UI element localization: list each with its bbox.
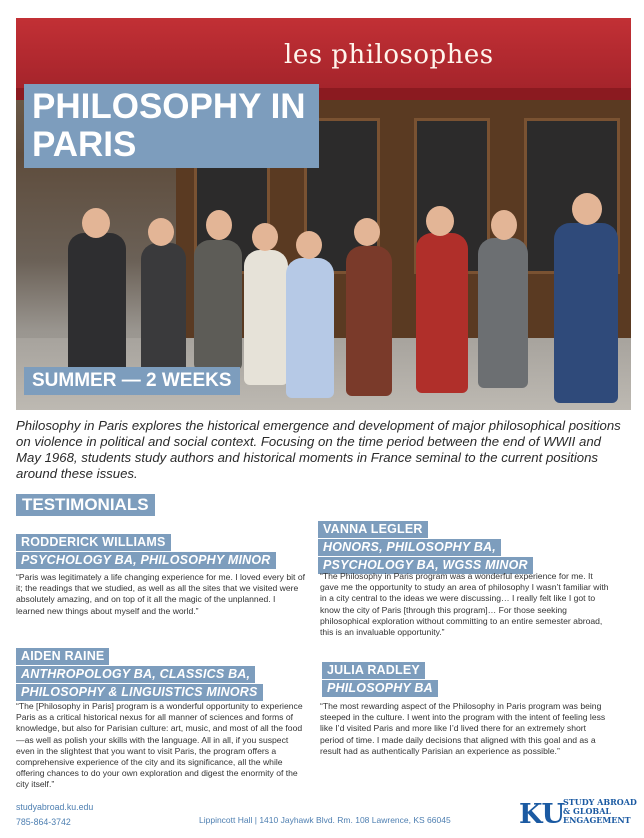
person: [478, 238, 528, 388]
logo-line: & GLOBAL: [563, 806, 612, 816]
testimonials-heading: TESTIMONIALS: [16, 494, 155, 516]
student-degree: PSYCHOLOGY BA, PHILOSOPHY MINOR: [16, 552, 276, 569]
testimonial-quote: “The most rewarding aspect of the Philosophy in Paris program was being steeped in the culture. I went into the program with the intent of feeling less like I’d visited Paris and more like I’d lived there for an extremely short period of time. I made daily decisions that aligned with this goal and as a result had as authentically Parisian an experience as possible.”: [320, 701, 606, 756]
program-description: Philosophy in Paris explores the historical emergence and development of major philosophical positions on violence in political and social context. Focusing on the time period between the end of WWII and May 1968, students study authors and historical moments in France seminal to the current positions around these issues.: [16, 418, 621, 481]
footer-address: Lippincott Hall | 1410 Jayhawk Blvd. Rm. 108 Lawrence, KS 66045: [199, 815, 451, 825]
program-duration: SUMMER — 2 WEEKS: [24, 367, 240, 395]
testimonial-header: [318, 520, 533, 574]
logo-line: STUDY ABROAD: [563, 797, 637, 807]
student-degree: HONORS, PHILOSOPHY BA,: [318, 539, 501, 556]
testimonial-quote: “Paris was legitimately a life changing experience for me. I loved every bit of it; the readings that we studied, as well as all the sites that we visited were absolutely amazing, and on top of it all the magic of the unplanned. I learned new things about myself and the world.”: [16, 572, 305, 616]
person: [244, 250, 288, 385]
person-head: [426, 206, 454, 236]
person: [554, 223, 618, 403]
person-head: [296, 231, 322, 259]
title-line-1: PHILOSOPHY IN: [32, 87, 306, 126]
hero-photo: [16, 18, 631, 410]
title-line-2: PARIS: [32, 125, 137, 164]
student-name: JULIA RADLEY: [322, 662, 425, 679]
person-head: [491, 210, 517, 240]
page-title: [24, 84, 319, 168]
testimonial-header: [16, 533, 276, 569]
student-degree: PSYCHOLOGY BA, WGSS MINOR: [318, 557, 533, 574]
person: [286, 258, 334, 398]
person-head: [572, 193, 602, 225]
phone-number: 785-864-3742: [16, 817, 71, 827]
person-head: [354, 218, 380, 246]
person: [141, 243, 186, 383]
logo-line: ENGAGEMENT: [563, 815, 631, 825]
person-head: [206, 210, 232, 240]
testimonial-header: [16, 647, 263, 701]
person: [68, 233, 126, 383]
student-name: RODDERICK WILLIAMS: [16, 534, 171, 551]
student-name: VANNA LEGLER: [318, 521, 428, 538]
person: [346, 246, 392, 396]
person-head: [252, 223, 278, 251]
testimonial-quote: “The Philosophy in Paris program was a wonderful experience for me. It gave me the opportunity to study an area of philosophy I wasn’t familiar with in a city central to the ideas we were discussing… I really felt like I got to know the city of Paris [through this program]… For those seeking philosophical exploration without committing to an entire semester abroad, this is an invaluable opportunity.”: [320, 571, 609, 638]
student-degree: ANTHROPOLOGY BA, CLASSICS BA,: [16, 666, 255, 683]
testimonial-quote: “The [Philosophy in Paris] program is a wonderful opportunity to experience Paris as a critical historical nexus for all manner of sciences and forms of knowledge, but also for Parisian culture: art, music, and most of all the food—as well as polish your skills with the language. All in all, if you suspect even in the slightest that you want to visit Paris, the program offers a comprehensive experience of the city and its significance, all the while offering chances to do your own exploration and digest the enormity of the city itself.”: [16, 701, 303, 790]
person-head: [82, 208, 110, 238]
testimonial-header: [322, 661, 438, 697]
website-link[interactable]: studyabroad.ku.edu: [16, 802, 94, 812]
person: [194, 240, 242, 370]
ku-logo-text: [563, 798, 637, 825]
student-degree: PHILOSOPHY BA: [322, 680, 438, 697]
student-name: AIDEN RAINE: [16, 648, 109, 665]
person: [416, 233, 468, 393]
ku-logo-mark: KU: [519, 799, 566, 830]
person-head: [148, 218, 174, 246]
awning-sign: les philosophes: [284, 40, 494, 70]
ku-logo-icon: [519, 796, 566, 830]
student-degree: PHILOSOPHY & LINGUISTICS MINORS: [16, 684, 263, 701]
footer-contact: [16, 800, 93, 830]
